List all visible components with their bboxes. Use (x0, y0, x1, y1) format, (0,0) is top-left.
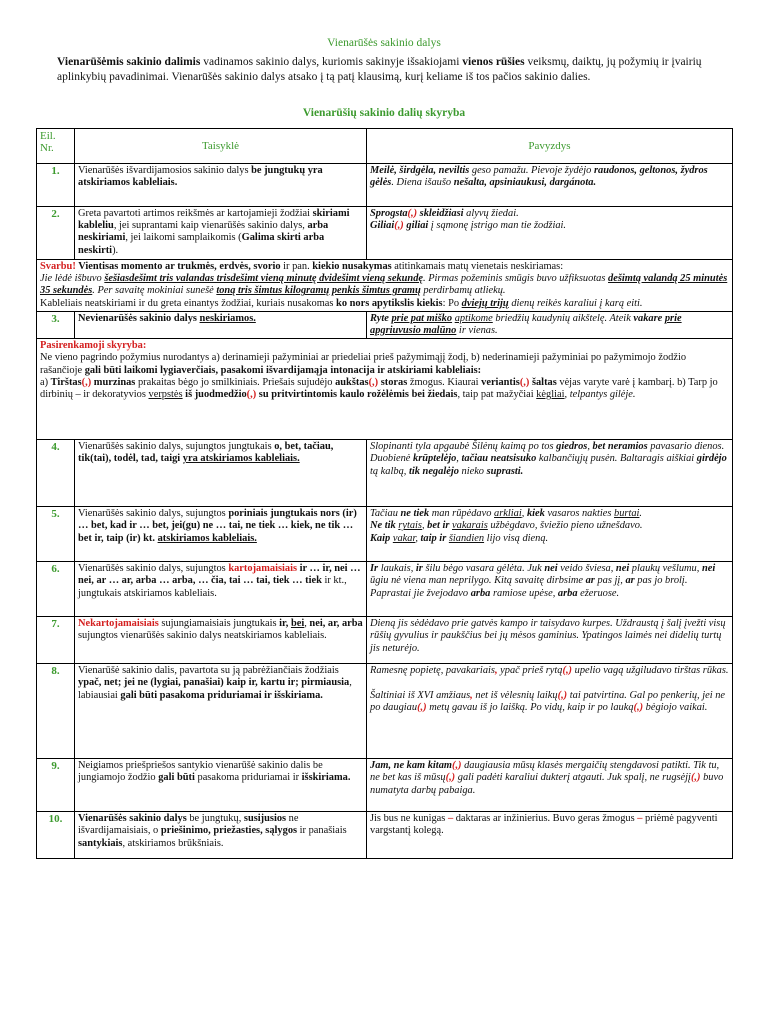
rule-bold: ir … ir, nei … nei, ar … ar, arba … arba, … čia, tai … tai, tiek … tiek (78, 563, 361, 587)
rule-cell (75, 164, 367, 207)
note-italic: telpantys gilėje. (569, 389, 636, 401)
dash: – (447, 813, 454, 825)
note-text: a) (40, 376, 51, 388)
example-text: pavasario dienos. Duobienė (370, 441, 725, 465)
optional-note-row (37, 339, 733, 440)
rule-bold: susijusios (243, 813, 287, 825)
example-bold: giedros (556, 441, 588, 453)
optional-comma: (,) (417, 701, 427, 713)
example-bold: krūptelėjo (413, 453, 457, 465)
rule-text: be jungtukų, (186, 813, 244, 825)
example-text: bėgiojo vaikai. (643, 701, 708, 713)
section-title: Vienarūšių sakinio dalių skyryba (302, 107, 466, 119)
example-text: metų gavau iš jo laišką. Po vidų, kaip ir po lauką (426, 701, 634, 713)
note-text: vėjas varyte varė į kambarį. b) Tarp jo dirbinių – ir dekoratyvios (40, 376, 718, 401)
note-text: žmogus. Kiaurai (407, 376, 482, 388)
rule-text: ). (112, 244, 119, 256)
rule-text: , atskiriamos brūkšniais. (122, 837, 224, 849)
note-bold-underlined: dešimtą valandą 25 minutės 35 sekundės (40, 273, 728, 297)
example-text: į sąmonę įstrigo man tie žodžiai. (428, 220, 567, 232)
example-bold: Ryte (370, 312, 392, 324)
example-bold: Jam, ne kam kitam (370, 760, 452, 772)
note-text: . Pirmas požeminis smūgis buvo užfiksuotas (423, 273, 609, 285)
table-row (37, 207, 733, 260)
example-text: net iš vėlesnių laikų (472, 689, 558, 701)
example-bold: giliai (403, 220, 429, 232)
rule-bold: o, bet, tačiau, tik(tai), todėl, tad, taigi (78, 441, 334, 465)
comma: , (494, 665, 498, 677)
example-bold: taip ir (420, 532, 447, 544)
example-text: Tačiau (370, 508, 401, 520)
rule-cell (75, 759, 367, 812)
example-bold: Meilė, širdgėla, neviltis (370, 165, 470, 176)
example-text: gali padėti karaliui dukterį atgauti. Juk spalį, ne rugsėjį (455, 772, 691, 784)
important-note (37, 260, 733, 312)
example-bold: nei (701, 563, 716, 575)
optional-comma: (,) (445, 772, 456, 784)
row-number: 1. (37, 164, 75, 207)
example-text: šilu bėgo vasara gėlėta. Juk (422, 563, 545, 575)
example-text: kalbančiųjų pusėn. Baltaragis aiškiai (536, 453, 697, 465)
rule-red: kartojamaisiais (228, 563, 298, 575)
intro-bold-b: vienos rūšies (462, 56, 525, 68)
note-text: , taip pat mažyčiai (457, 389, 537, 401)
example-text: Ramesnę popietę, pavakariais (370, 665, 495, 677)
rule-text: ne išvardijamaisiais, o (78, 813, 299, 837)
example-bold: tik negalėjo (408, 465, 459, 477)
rule-bold: Galima skirti arba neskirti (78, 232, 325, 256)
optional-comma: (,) (562, 665, 573, 677)
example-bold: raudonos, (593, 165, 637, 176)
example-text: briedžių kaudynių aikštelę. Ateik (492, 312, 634, 324)
row-number: 4. (37, 440, 75, 507)
example-bold: Sprogsta (370, 208, 408, 219)
rule-text: Vienarūšės sakinio dalys, sujungtos (78, 563, 229, 575)
note-text: atitinkamais matų vienetais neskiriamas: (391, 261, 564, 272)
example-text: ypač prieš rytą (497, 665, 563, 677)
example-text: upelio vagą užgiludavo tirštas rūkas. (572, 665, 729, 677)
row-number: 2. (37, 207, 75, 260)
important-note-row (37, 260, 733, 312)
rule-bold-underlined: neskiriamos. (199, 312, 256, 324)
example-bold: Giliai (370, 220, 395, 232)
optional-comma: (,) (81, 376, 92, 388)
example-cell (367, 207, 733, 260)
example-text: , (521, 508, 527, 520)
example-text: daktaras ar inžinierius. Buvo geras žmogus (453, 813, 638, 825)
header-nr: Eil. Nr. (37, 129, 75, 164)
rule-bold: santykiais (78, 837, 123, 849)
rule-bold: poriniais jungtukais nors (ir) … bet, kad ir … bet, jei(gu) ne … tai, ne tiek … kiek, ne tik … bet ir, taip (ir) kt. (78, 508, 357, 544)
note-text: perdirbamų atliekų. (420, 285, 506, 297)
example-bold: ir (415, 563, 423, 575)
example-text: užbėgdavo, šviežio pieno užnešdavo. (487, 520, 643, 532)
example-bold: bet neramios (592, 441, 648, 453)
example-cell (367, 507, 733, 562)
table-row (37, 562, 733, 617)
note-bold-underlined: šešiasdešimt tris valandas trisdešimt vieną minutę dvidešimt vieną sekundę (104, 273, 423, 285)
example-bold: nei (615, 563, 630, 575)
rule-text: Vienarūšė sakinio dalis, pavartota su ją pabrėžiančiais žodžiais (78, 665, 339, 677)
rule-cell (75, 812, 367, 859)
rule-text: Vienarūšės sakinio dalys, sujungtos (78, 508, 229, 520)
note-bold-underlined: dviejų trijų (461, 297, 509, 309)
example-bold: geltonos, žydros gėlės (370, 165, 708, 189)
table-header-row (37, 129, 733, 164)
rule-text: Vienarūšės sakinio dalys, sujungtos jungtukais (78, 441, 275, 453)
optional-comma: (,) (368, 376, 379, 388)
example-bold-underlined: prie pat miško (391, 312, 453, 324)
example-text: tai patvirtina. Gal po penkerių, jei ne po daugiau (370, 689, 726, 713)
example-text: ežeruose. (577, 587, 620, 599)
example-bold: vakare (633, 312, 665, 324)
example-bold: suprasti. (486, 465, 524, 477)
rule-cell (75, 562, 367, 617)
row-number: 9. (37, 759, 75, 812)
note-bold: kiekio nusakymas (312, 261, 392, 272)
optional-comma: (,) (407, 208, 418, 219)
example-text: ir vienas. (456, 325, 498, 337)
rule-text: ir panašiais (297, 825, 347, 837)
note-bold: gali būti laikomi lygiaverčiais, pasakomi išvardijamąja intonacija ir atskiriami kableliais: (84, 364, 482, 376)
table-row (37, 664, 733, 759)
rule-bold-underlined: atskiriamos kableliais. (157, 532, 257, 544)
example-text: pas jį, (594, 575, 626, 587)
row-number: 5. (37, 507, 75, 562)
header-example: Pavyzdys (367, 129, 733, 164)
table-row (37, 617, 733, 664)
example-bold: Ne tik (370, 520, 396, 532)
example-bold: nešalta, apsiniaukusi, dargánota. (453, 177, 597, 189)
optional-comma: (,) (394, 220, 404, 232)
rule-text: ir kt., jungtukais atskiriamos kableliais. (78, 575, 347, 599)
example-text: nieko (458, 465, 487, 477)
example-text: , (415, 532, 421, 544)
example-text: tą kalbą, (370, 465, 409, 477)
example-bold: skleidžiasi (417, 208, 464, 219)
rule-bold: arba neskiriami (78, 220, 329, 244)
rule-bold: gali būti (158, 772, 195, 784)
optional-comma: (,) (557, 689, 568, 701)
example-text: , (421, 520, 428, 532)
important-label: Svarbu! (40, 261, 76, 272)
rule-bold: išskiriama. (301, 772, 351, 784)
note-underlined: verpstės (148, 389, 183, 401)
example-text: pas jo brolį. Paprastai jie žvejodavo (370, 575, 688, 599)
example-underlined: aptikome (454, 312, 493, 324)
example-text: . (639, 508, 643, 520)
note-bold: ko nors apytikslis kiekis (336, 297, 443, 309)
example-text: , (587, 441, 593, 453)
example-text: Jis bus ne kunigas (370, 813, 448, 825)
rule-text: , labiausiai (78, 677, 352, 701)
example-text: Slopinanti tyla apgaubė Šilėnų kaimą po tos (370, 441, 557, 453)
note-text: ir pan. (280, 261, 313, 272)
rule-text: , jei suprantami kaip vienarūšės sakinio dalys, (113, 220, 308, 232)
example-bold: bet ir (427, 520, 450, 532)
rule-bold-underlined: bei (290, 618, 305, 630)
optional-comma: (,) (519, 376, 530, 388)
rule-cell (75, 311, 367, 338)
example-cell (367, 759, 733, 812)
document-title: Vienarūšės sakinio dalys (327, 37, 441, 49)
rule-bold: be jungtukų yra atskiriamos kableliais. (78, 165, 323, 189)
example-text: laukais, (378, 563, 416, 575)
rule-text: sujungiamaisiais jungtukais (158, 618, 280, 630)
intro-text-c: veiksmų, daiktų, jų požymių ir įvairių aplinkybių pavadinimai. Vienarūšės sakinio dalys atsako į tą patį klausimą, kurį keliame iš tos pačios sakinio dalies. (57, 56, 702, 83)
rule-bold-underlined: yra atskiriamos kableliais. (182, 453, 300, 465)
example-cell (367, 164, 733, 207)
note-text: : Po (442, 297, 462, 309)
example-text: ramiose upėse, (490, 587, 558, 599)
example-cell: Dieną jis sėdėdavo prie gatvės kampo ir taisydavo kurpes. Uždraustą į šalį įvežti visų rūšių gyvulius ir paukščius bei jų mėsos gaminius. Ypatingos laimės nei didelių turtų jis neturėjo. (367, 617, 733, 664)
rule-text: sujungtos vienarūšės sakinio dalys neatskiriamos kableliais. (78, 630, 327, 642)
note-text: dienų reikės karaliui į karą eiti. (508, 297, 643, 309)
table-row (37, 440, 733, 507)
example-bold: arba (557, 587, 578, 599)
optional-comma: (,) (246, 389, 257, 401)
rule-bold: skiriami kableliu (78, 208, 350, 232)
rule-bold: Vienarūšės sakinio dalys (78, 813, 187, 825)
example-text: buvo numatyta darbų pabaiga. (370, 772, 724, 796)
rule-text: , jei laikomi samplaikomis ( (125, 232, 242, 244)
example-text: geso pamažu. Pievoje žydėjo (469, 165, 594, 176)
rule-text: Neigiamos priešpriešos santykio vienarūšė sakinio dalis be jungiamojo žodžio (78, 760, 323, 784)
rule-text: Vienarūšės išvardijamosios sakinio dalys (78, 165, 252, 176)
example-bold: arba (470, 587, 491, 599)
rule-cell (75, 507, 367, 562)
rule-bold: gali būti pasakoma priduriamai ir išskiriama. (120, 689, 323, 701)
example-bold: nei (544, 563, 558, 575)
example-bold: ar (585, 575, 595, 587)
row-number: 10. (37, 812, 75, 859)
example-text: man rūpėdavo (429, 508, 495, 520)
example-underlined: vakarais (452, 520, 488, 532)
note-bold: storas (378, 376, 408, 388)
dash: – (637, 813, 643, 825)
example-bold: girdėjo (696, 453, 727, 465)
rule-text: pasakoma priduriamai ir (194, 772, 302, 784)
example-text: ūgiu nė viena man neprilygo. Kitą savaitę dirbsime (370, 575, 586, 587)
note-bold: šaltas (529, 376, 557, 388)
table-row (37, 759, 733, 812)
example-bold: ne tiek (400, 508, 430, 520)
punctuation-rules-table (36, 128, 733, 859)
example-text: alyvų žiedai. (463, 208, 519, 219)
example-text: , (456, 453, 462, 465)
example-bold: tačiau neatsisuko (461, 453, 537, 465)
example-underlined: vakar (392, 532, 416, 544)
example-text: vasaros nakties (544, 508, 615, 520)
optional-label: Pasirenkamoji skyryba: (40, 340, 147, 352)
note-text: , (564, 389, 570, 401)
intro-term: Vienarūšėmis sakinio dalimis (57, 56, 201, 68)
example-underlined: burtai (614, 508, 640, 520)
example-text: priėmė pagyventi vargstantį kolegą. (370, 813, 718, 837)
example-cell (367, 440, 733, 507)
note-bold: aukštas (335, 376, 369, 388)
rule-bold: priešinimo, priežasties, sąlygos (160, 825, 298, 837)
optional-note (37, 339, 733, 440)
note-bold: veriantis (481, 376, 520, 388)
note-bold: iš juodmedžio (182, 389, 247, 401)
example-bold: kiek (526, 508, 545, 520)
example-text: veido šviesa, (557, 563, 616, 575)
rule-bold: ypač, net; jei ne (lygiai, panašiai) kaip ir, kartu ir; pirmiausia (78, 677, 350, 689)
example-underlined: šiandien (448, 532, 485, 544)
rule-cell (75, 207, 367, 260)
note-text: . Per savaitę mokiniai sunešė (92, 285, 217, 297)
note-underlined: kėgliai (536, 389, 565, 401)
example-bold: ar (625, 575, 635, 587)
example-text: daugiausia mūsų klasės mergaičių stengdavosi patikti. Tik tu, ne bet kas iš mūsų (370, 760, 720, 784)
row-number: 8. (37, 664, 75, 759)
note-bold-underlined: toną tris šimtus kilogramų penkis šimtus gramų (216, 285, 421, 297)
rule-text: Greta pavartoti artimos reikšmės ar kartojamieji žodžiai (78, 208, 313, 219)
rule-bold: nei, ar, arba (309, 618, 363, 630)
rule-bold: ir, (279, 618, 289, 630)
note-text: Jie lėdė išbuvo (40, 273, 105, 285)
note-bold: Vientisas momento ar trukmės, erdvės, svorio (75, 261, 281, 272)
optional-comma: (,) (633, 701, 644, 713)
example-text: Šaltiniai iš XVI amžiaus (370, 689, 471, 701)
table-row (37, 311, 733, 338)
row-number: 6. (37, 562, 75, 617)
rule-cell (75, 617, 367, 664)
row-number: 3. (37, 311, 75, 338)
row-number: 7. (37, 617, 75, 664)
optional-comma: (,) (451, 760, 462, 772)
table-row (37, 164, 733, 207)
note-bold: Tirštas (50, 376, 82, 388)
example-bold: Kaip (370, 532, 391, 544)
example-text: plaukų vešlumu, (629, 563, 702, 575)
example-cell (367, 311, 733, 338)
example-underlined: rytais (398, 520, 422, 532)
rule-red: Nekartojamaisiais (78, 618, 159, 630)
note-text: Ne vieno pagrindo požymius nurodantys a) derinamieji pažyminiai ar priedeliai prieš pažymimąjį žodį, b) nederinamieji pažyminiai po pažymimojo žodžio rašančioje (40, 352, 687, 376)
table-row (37, 812, 733, 859)
header-rule: Taisyklė (75, 129, 367, 164)
note-text: prakaitas bėgo jo smilkiniais. Priešais sujudėjo (135, 376, 336, 388)
example-underlined: arkliai (494, 508, 522, 520)
rule-cell (75, 440, 367, 507)
note-bold: su pritvirtintomis kaulo rožėlėmis bei žiedais (256, 389, 458, 401)
note-text: Kableliais neatskiriami ir du greta einantys žodžiai, kuriais nusakomas (40, 297, 337, 309)
optional-comma: (,) (690, 772, 701, 784)
rule-cell (75, 664, 367, 759)
example-text: . Diena išaušo (391, 177, 454, 189)
intro-paragraph (57, 55, 717, 84)
example-text: lijo visą dieną. (484, 532, 549, 544)
rule-text: , (304, 618, 310, 630)
example-cell (367, 562, 733, 617)
rule-bold: Nevienarūšės sakinio dalys (78, 312, 200, 324)
table-row (37, 507, 733, 562)
intro-text-a: vadinamos sakinio dalys, kuriomis sakinyje išsakiojami (200, 56, 463, 68)
example-cell (367, 664, 733, 759)
example-bold: Ir (370, 563, 379, 575)
note-bold: murzinas (91, 376, 136, 388)
comma: , (470, 689, 473, 701)
example-cell (367, 812, 733, 859)
example-bold-underlined: prie apgriuvusio malūno (370, 312, 682, 337)
